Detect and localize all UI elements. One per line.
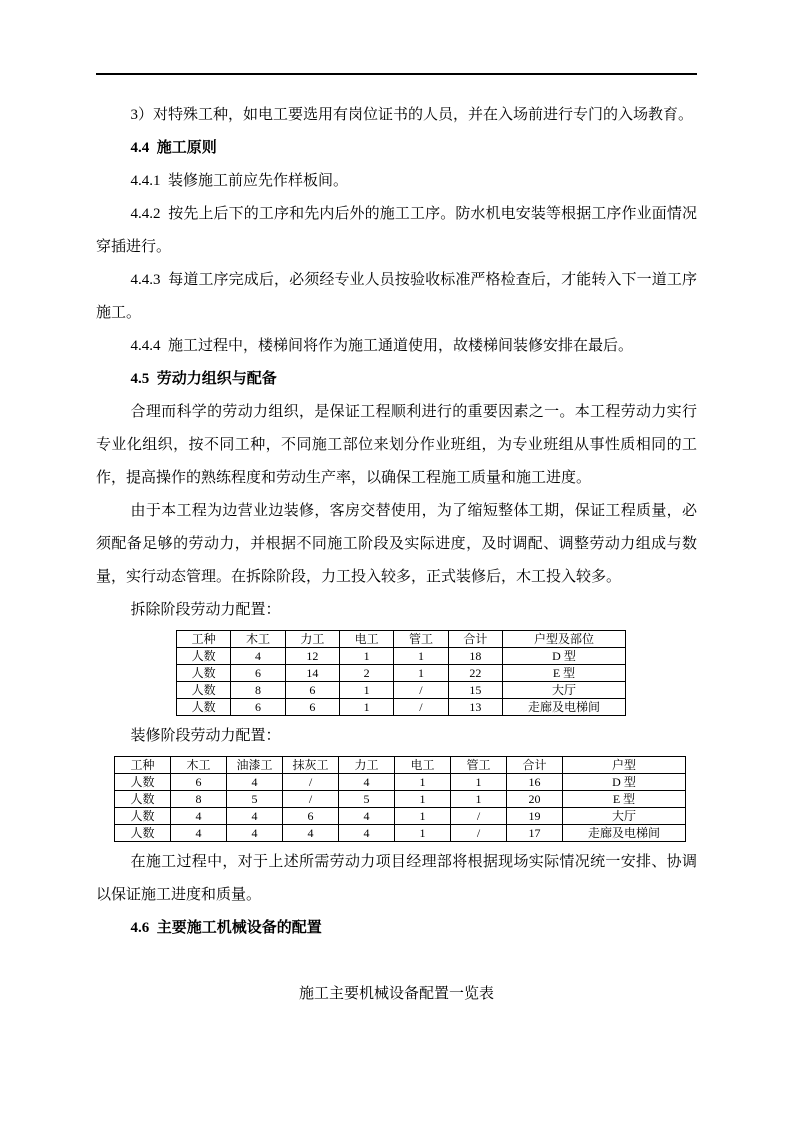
table-header-cell: 抹灰工 — [283, 757, 339, 774]
table-cell: 4 — [339, 808, 395, 825]
table-cell: 5 — [339, 791, 395, 808]
table-cell: 20 — [507, 791, 563, 808]
table-cell: 人数 — [115, 808, 171, 825]
table-header-cell: 工种 — [115, 757, 171, 774]
table-cell: 4 — [227, 774, 283, 791]
table-header-cell: 管工 — [394, 631, 448, 648]
table-header-cell: 工种 — [177, 631, 231, 648]
item-4-4-3: 4.4.3 每道工序完成后，必须经专业人员按验收标准严格检查后，才能转入下一道工序施工。 — [96, 272, 697, 321]
item-4-4-2: 4.4.2 按先上后下的工序和先内后外的施工工序。防水机电安装等根据工序作业面情况穿插进行。 — [96, 206, 697, 255]
table-cell: / — [283, 774, 339, 791]
labor-table — [114, 756, 686, 842]
table-cell: 1 — [339, 648, 393, 665]
table-header-cell: 合计 — [507, 757, 563, 774]
table-row — [115, 774, 686, 791]
table-cell: / — [394, 699, 448, 716]
table-cell: 13 — [448, 699, 502, 716]
table-cell: 大厅 — [503, 682, 626, 699]
table-cell: 人数 — [177, 665, 231, 682]
table-header-cell: 合计 — [448, 631, 502, 648]
table-cell: 人数 — [177, 699, 231, 716]
table-header-cell: 力工 — [339, 757, 395, 774]
table-cell: 1 — [451, 774, 507, 791]
table-cell: 1 — [395, 808, 451, 825]
table-header-cell: 木工 — [231, 631, 285, 648]
table-cell: 12 — [285, 648, 339, 665]
table-cell: 人数 — [115, 791, 171, 808]
table-cell: E 型 — [563, 791, 686, 808]
table-header-cell: 管工 — [451, 757, 507, 774]
table-cell: 4 — [171, 825, 227, 842]
equipment-table-caption: 施工主要机械设备配置一览表 — [298, 986, 494, 1002]
table-cell: 1 — [451, 791, 507, 808]
table-cell: 6 — [171, 774, 227, 791]
heading-4-5: 4.5 劳动力组织与配备 — [130, 371, 277, 387]
table-row — [177, 665, 626, 682]
table-row — [177, 682, 626, 699]
table-cell: 8 — [231, 682, 285, 699]
paragraph-special-workers: 3）对特殊工种，如电工要选用有岗位证书的人员，并在入场前进行专门的入场教育。 — [130, 107, 694, 123]
table-cell: 1 — [395, 774, 451, 791]
table-header-cell: 电工 — [395, 757, 451, 774]
table-cell: 1 — [395, 825, 451, 842]
table-cell: 4 — [227, 825, 283, 842]
table-cell: 6 — [285, 699, 339, 716]
table-cell: 6 — [231, 665, 285, 682]
table-header-cell: 户型及部位 — [503, 631, 626, 648]
table-row — [115, 808, 686, 825]
table-row — [115, 791, 686, 808]
table-cell: 人数 — [177, 648, 231, 665]
table-cell: 15 — [448, 682, 502, 699]
demolition-labor-table — [96, 630, 697, 716]
table-header-cell: 油漆工 — [227, 757, 283, 774]
table-cell: / — [283, 791, 339, 808]
table-header-row — [115, 757, 686, 774]
heading-4-4: 4.4 施工原则 — [130, 140, 217, 156]
table-cell: 8 — [171, 791, 227, 808]
item-4-4-1: 4.4.1 装修施工前应先作样板间。 — [130, 173, 349, 189]
table-cell: 1 — [394, 665, 448, 682]
table-cell: 4 — [231, 648, 285, 665]
table-cell: 4 — [171, 808, 227, 825]
table-cell: 14 — [285, 665, 339, 682]
table-row — [115, 825, 686, 842]
table-cell: 4 — [283, 825, 339, 842]
table-cell: / — [451, 825, 507, 842]
table-header-cell: 木工 — [171, 757, 227, 774]
table-cell: D 型 — [503, 648, 626, 665]
table-cell: 1 — [339, 682, 393, 699]
table-cell: 6 — [285, 682, 339, 699]
table-cell: 人数 — [115, 825, 171, 842]
table-cell: / — [451, 808, 507, 825]
table-row — [177, 648, 626, 665]
heading-4-6: 4.6 主要施工机械设备的配置 — [130, 920, 322, 936]
table-cell: 走廊及电梯间 — [563, 825, 686, 842]
table-cell: 1 — [339, 699, 393, 716]
table-cell: 4 — [227, 808, 283, 825]
table-header-row — [177, 631, 626, 648]
table-cell: 17 — [507, 825, 563, 842]
table-cell: D 型 — [563, 774, 686, 791]
paragraph-labor-allocation: 由于本工程为边营业边装修，客房交替使用，为了缩短整体工期，保证工程质量，必须配备足够的劳动力，并根据不同施工阶段及实际进度，及时调配、调整劳动力组成与数量，实行动态管理。在拆除阶段，力工投入较多，正式装修后，木工投入较多。 — [96, 503, 697, 585]
table-cell: 大厅 — [563, 808, 686, 825]
demolition-table-label: 拆除阶段劳动力配置： — [130, 602, 281, 618]
decoration-labor-table — [96, 756, 697, 842]
table-cell: 5 — [227, 791, 283, 808]
table-cell: 人数 — [177, 682, 231, 699]
table-cell: 6 — [283, 808, 339, 825]
decoration-table-label: 装修阶段劳动力配置： — [130, 728, 281, 744]
table-cell: E 型 — [503, 665, 626, 682]
table-cell: 走廊及电梯间 — [503, 699, 626, 716]
table-cell: 1 — [394, 648, 448, 665]
table-cell: / — [394, 682, 448, 699]
paragraph-labor-organization: 合理而科学的劳动力组织，是保证工程顺利进行的重要因素之一。本工程劳动力实行专业化组织，按不同工种，不同施工部位来划分作业班组，为专业班组从事性质相同的工作，提高操作的熟练程度和劳动生产率，以确保工程施工质量和施工进度。 — [96, 404, 697, 486]
table-cell: 18 — [448, 648, 502, 665]
item-4-4-4: 4.4.4 施工过程中，楼梯间将作为施工通道使用，故楼梯间装修安排在最后。 — [130, 338, 634, 354]
labor-table — [176, 630, 626, 716]
table-cell: 4 — [339, 825, 395, 842]
table-cell: 19 — [507, 808, 563, 825]
table-cell: 6 — [231, 699, 285, 716]
table-row — [177, 699, 626, 716]
header-rule — [96, 73, 697, 75]
table-cell: 22 — [448, 665, 502, 682]
table-cell: 16 — [507, 774, 563, 791]
table-cell: 1 — [395, 791, 451, 808]
table-header-cell: 户型 — [563, 757, 686, 774]
paragraph-process-coordination: 在施工过程中，对于上述所需劳动力项目经理部将根据现场实际情况统一安排、协调以保证施工进度和质量。 — [96, 854, 697, 903]
table-cell: 2 — [339, 665, 393, 682]
table-cell: 人数 — [115, 774, 171, 791]
table-header-cell: 力工 — [285, 631, 339, 648]
table-cell: 4 — [339, 774, 395, 791]
table-header-cell: 电工 — [339, 631, 393, 648]
